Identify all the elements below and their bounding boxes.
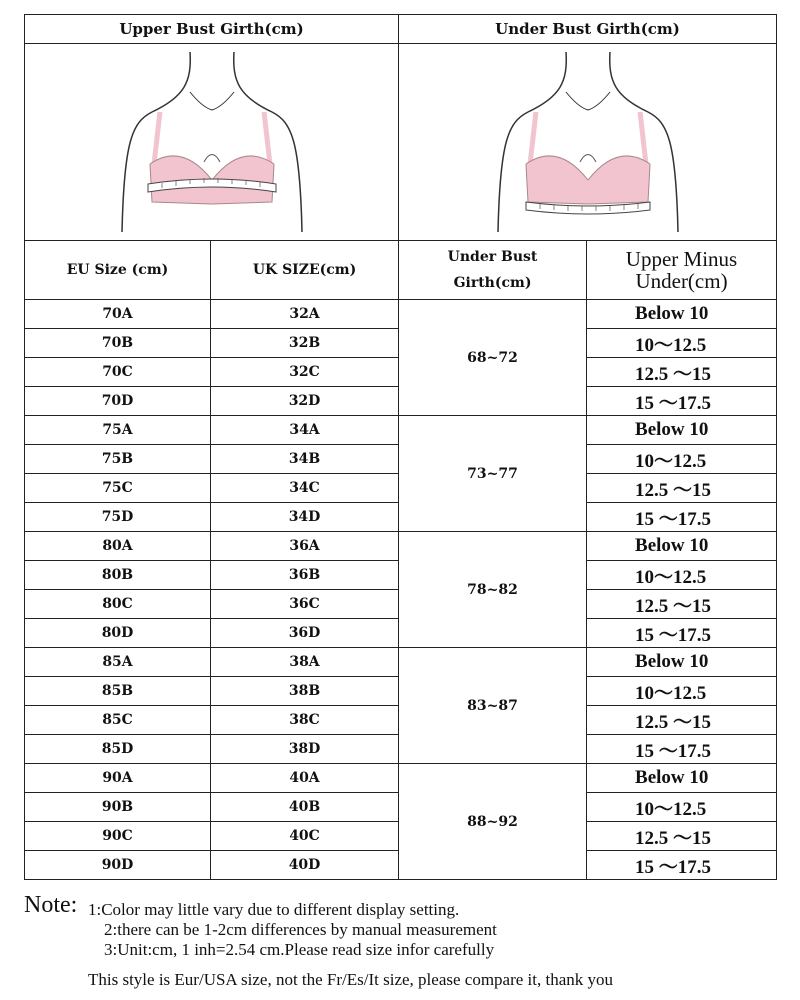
table-row: [25, 416, 777, 445]
eu-size-cell: 80D: [25, 619, 211, 648]
size-chart: [24, 14, 776, 880]
col-header-under-bust: [399, 241, 587, 300]
difference-cell: 10～12.5: [587, 561, 777, 590]
uk-size-cell: 34D: [211, 503, 399, 532]
difference-cell: 12.5 ～15: [587, 358, 777, 387]
uk-size-cell: 32C: [211, 358, 399, 387]
eu-size-cell: 85B: [25, 677, 211, 706]
difference-cell: Below 10: [587, 764, 777, 793]
difference-cell: 10～12.5: [587, 793, 777, 822]
uk-size-cell: 36C: [211, 590, 399, 619]
uk-size-cell: 34A: [211, 416, 399, 445]
under-bust-range-cell: 83~87: [399, 648, 587, 764]
eu-size-cell: 90B: [25, 793, 211, 822]
uk-size-cell: 40C: [211, 822, 399, 851]
uk-size-cell: 34B: [211, 445, 399, 474]
under-bust-range-cell: 78~82: [399, 532, 587, 648]
diff-header-line1: Upper Minus: [625, 247, 738, 271]
note-line-1: 1:Color may little vary due to different display setting.: [88, 900, 460, 919]
uk-size-cell: 40D: [211, 851, 399, 880]
diff-header-line2: Under(cm): [635, 269, 728, 293]
eu-size-cell: 70A: [25, 300, 211, 329]
uk-size-cell: 38A: [211, 648, 399, 677]
under-bust-range-cell: 68~72: [399, 300, 587, 416]
uk-size-cell: 36D: [211, 619, 399, 648]
eu-size-cell: 80C: [25, 590, 211, 619]
under-bust-title: Under Bust Girth(cm): [399, 15, 777, 44]
difference-cell: 12.5 ～15: [587, 474, 777, 503]
difference-cell: 12.5 ～15: [587, 590, 777, 619]
under-bust-diagram: [488, 52, 688, 232]
upper-bust-diagram: [112, 52, 312, 232]
uk-size-cell: 36A: [211, 532, 399, 561]
difference-cell: 10～12.5: [587, 677, 777, 706]
uk-size-cell: 36B: [211, 561, 399, 590]
eu-size-cell: 70B: [25, 329, 211, 358]
under-bust-range-cell: 73~77: [399, 416, 587, 532]
under-bust-header-line1: Under Bust: [447, 249, 538, 265]
note-line-4: This style is Eur/USA size, not the Fr/Es/It size, please compare it, thank you: [88, 970, 614, 989]
col-header-upper-minus-under: [587, 241, 777, 300]
eu-size-cell: 90D: [25, 851, 211, 880]
eu-size-cell: 75A: [25, 416, 211, 445]
difference-cell: Below 10: [587, 648, 777, 677]
under-bust-illustration: [399, 44, 777, 241]
eu-size-cell: 75B: [25, 445, 211, 474]
under-bust-header-line2: Girth(cm): [453, 275, 532, 291]
difference-cell: 15 ～17.5: [587, 387, 777, 416]
eu-size-cell: 85D: [25, 735, 211, 764]
under-bust-range-cell: 88~92: [399, 764, 587, 880]
eu-size-cell: 75D: [25, 503, 211, 532]
difference-cell: Below 10: [587, 416, 777, 445]
eu-size-cell: 75C: [25, 474, 211, 503]
table-row: [25, 648, 777, 677]
note-line-2: 2:there can be 1-2cm differences by manual measurement: [104, 920, 497, 939]
upper-bust-illustration: [25, 44, 399, 241]
uk-size-cell: 40A: [211, 764, 399, 793]
eu-size-cell: 85C: [25, 706, 211, 735]
eu-size-cell: 70C: [25, 358, 211, 387]
difference-cell: Below 10: [587, 300, 777, 329]
eu-size-cell: 80A: [25, 532, 211, 561]
note-line-3: 3:Unit:cm, 1 inh=2.54 cm.Please read size infor carefully: [104, 940, 495, 959]
eu-size-cell: 80B: [25, 561, 211, 590]
difference-cell: 15 ～17.5: [587, 851, 777, 880]
eu-size-cell: 90A: [25, 764, 211, 793]
difference-cell: Below 10: [587, 532, 777, 561]
uk-size-cell: 40B: [211, 793, 399, 822]
uk-size-header-label: UK SIZE(cm): [252, 262, 357, 278]
eu-size-cell: 90C: [25, 822, 211, 851]
eu-size-cell: 85A: [25, 648, 211, 677]
uk-size-cell: 38B: [211, 677, 399, 706]
difference-cell: 10～12.5: [587, 329, 777, 358]
size-chart-table: [24, 14, 777, 880]
uk-size-cell: 34C: [211, 474, 399, 503]
eu-size-cell: 70D: [25, 387, 211, 416]
table-row: [25, 532, 777, 561]
uk-size-cell: 32B: [211, 329, 399, 358]
difference-cell: 15 ～17.5: [587, 503, 777, 532]
eu-size-header-label: EU Size (cm): [66, 262, 169, 278]
uk-size-cell: 32A: [211, 300, 399, 329]
difference-cell: 15 ～17.5: [587, 735, 777, 764]
table-row: [25, 300, 777, 329]
upper-bust-title: Upper Bust Girth(cm): [25, 15, 399, 44]
difference-cell: 10～12.5: [587, 445, 777, 474]
col-header-uk-size: [211, 241, 399, 300]
difference-cell: 12.5 ～15: [587, 822, 777, 851]
col-header-eu-size: [25, 241, 211, 300]
difference-cell: 15 ～17.5: [587, 619, 777, 648]
uk-size-cell: 38C: [211, 706, 399, 735]
uk-size-cell: 38D: [211, 735, 399, 764]
table-row: [25, 764, 777, 793]
difference-cell: 12.5 ～15: [587, 706, 777, 735]
uk-size-cell: 32D: [211, 387, 399, 416]
note-label: Note:: [24, 892, 78, 918]
